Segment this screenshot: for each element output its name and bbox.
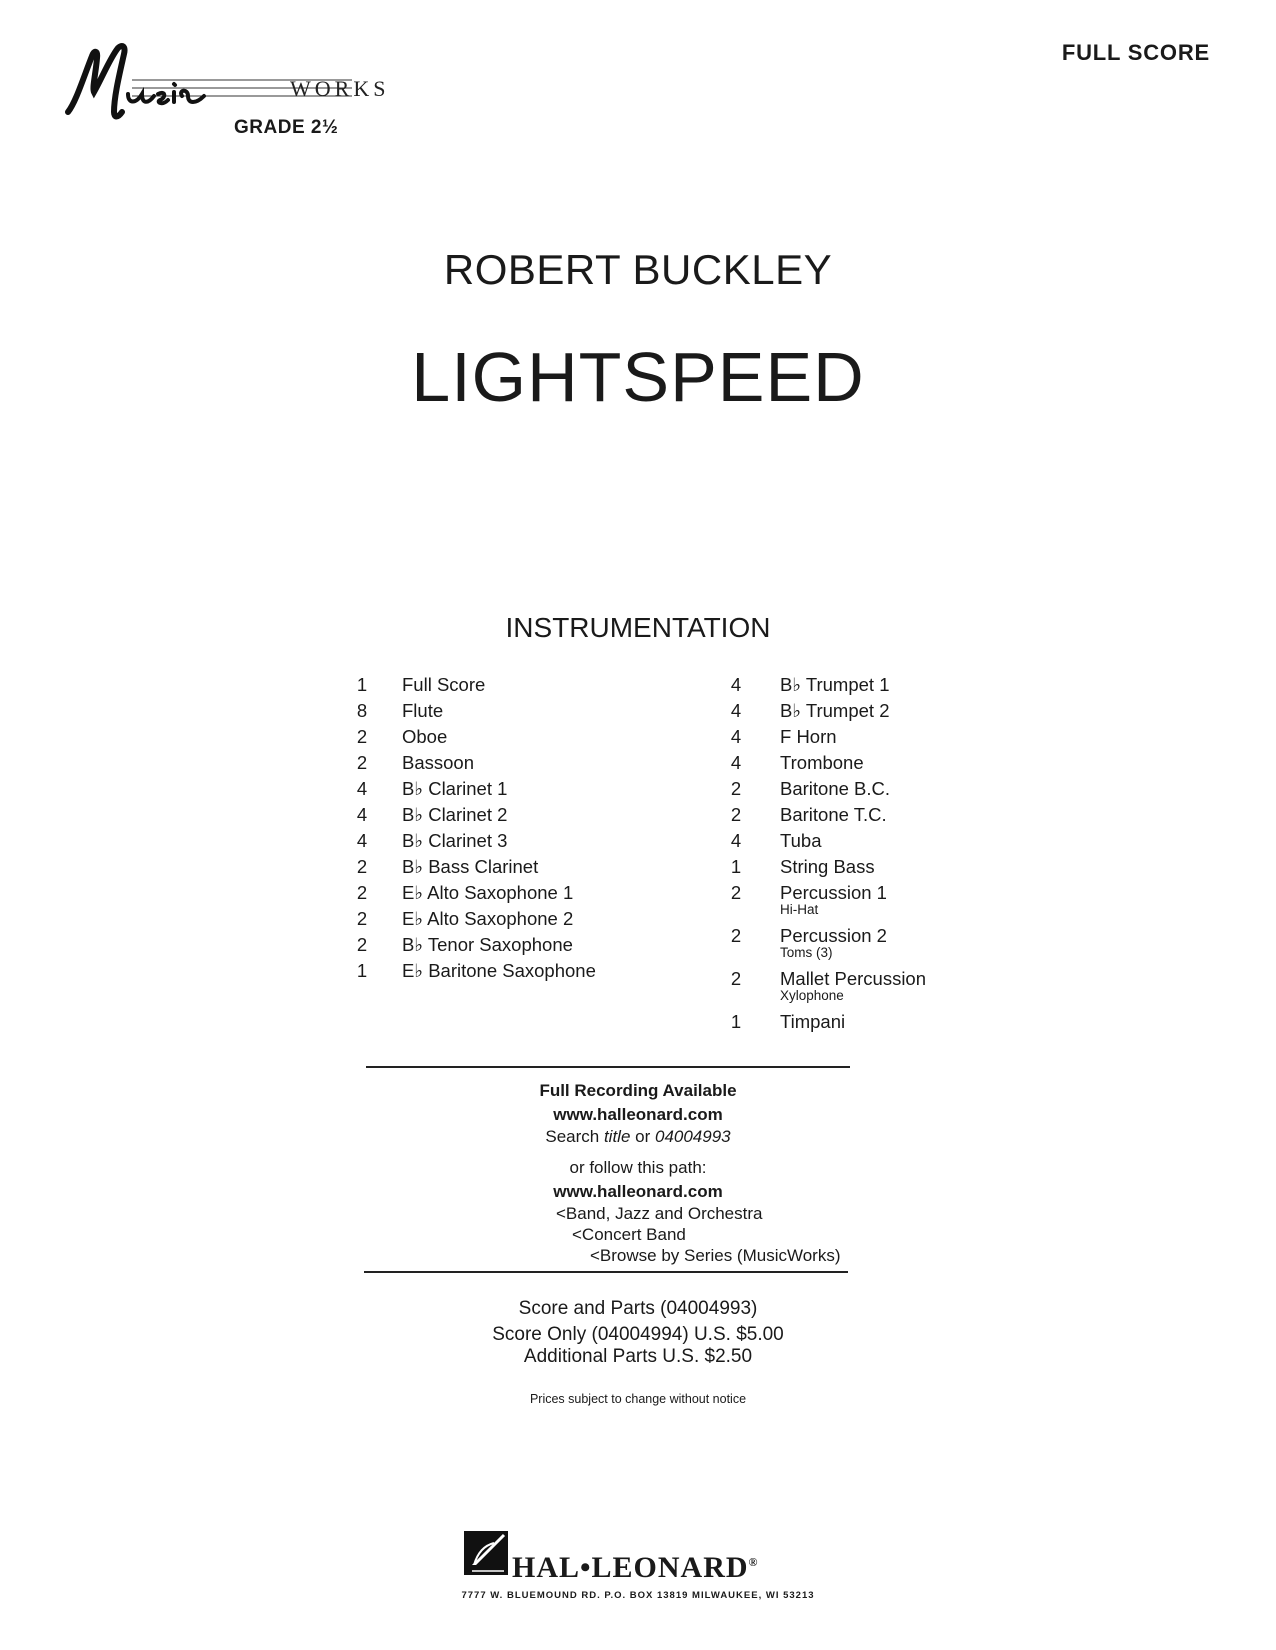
- instrument-name: Baritone T.C.: [780, 804, 887, 825]
- path-step-browse-series: <Browse by Series (MusicWorks): [590, 1246, 841, 1265]
- instrumentation-heading: INSTRUMENTATION: [505, 612, 771, 643]
- publisher-address: 7777 W. BLUEMOUND RD. P.O. BOX 13819 MILWAUKEE, WI 53213: [461, 1590, 815, 1601]
- instrument-row: [726, 1011, 1046, 1037]
- instrument-name: F Horn: [780, 726, 837, 747]
- instrument-name: Percussion 1: [780, 882, 887, 903]
- instrument-name: Trombone: [780, 752, 864, 773]
- instrument-quantity: 4: [730, 700, 742, 721]
- recording-follow-path: or follow this path:: [569, 1158, 707, 1177]
- instrument-name: Bassoon: [402, 752, 474, 773]
- instrument-name: E♭ Alto Saxophone 1: [402, 882, 574, 903]
- instrument-quantity: 2: [730, 882, 742, 903]
- instrument-row: [726, 778, 1046, 804]
- instrument-quantity: 2: [730, 968, 742, 989]
- instrument-quantity: 2: [356, 908, 368, 929]
- instrument-row: [726, 830, 1046, 856]
- recording-url[interactable]: www.halleonard.com: [553, 1105, 723, 1124]
- instrument-row: [726, 925, 1046, 968]
- instrumentation-list-left: [352, 674, 672, 986]
- instrument-quantity: 4: [356, 778, 368, 799]
- instrument-quantity: 8: [356, 700, 368, 721]
- instrument-quantity: 4: [730, 674, 742, 695]
- instrument-quantity: 2: [356, 752, 368, 773]
- instrument-name: B♭ Trumpet 1: [780, 674, 890, 695]
- instrument-name: E♭ Baritone Saxophone: [402, 960, 596, 981]
- path-step-band-jazz-orchestra: <Band, Jazz and Orchestra: [556, 1204, 763, 1223]
- logo-works-text: WORKS: [290, 76, 390, 101]
- recording-search-hint: Search title or 04004993: [545, 1127, 731, 1146]
- instrument-subname: Xylophone: [780, 988, 844, 1003]
- instrument-name: B♭ Tenor Saxophone: [402, 934, 573, 955]
- instrument-row: [726, 726, 1046, 752]
- instrument-row: [352, 778, 672, 804]
- instrument-row: [352, 700, 672, 726]
- instrument-row: [726, 752, 1046, 778]
- instrument-subname: Toms (3): [780, 945, 833, 960]
- instrument-row: [726, 804, 1046, 830]
- price-score-only: Score Only (04004994) U.S. $5.00: [492, 1324, 784, 1345]
- instrument-row: [726, 674, 1046, 700]
- instrument-quantity: 4: [730, 830, 742, 851]
- instrument-row: [352, 830, 672, 856]
- composer-name: ROBERT BUCKLEY: [443, 246, 833, 293]
- instrument-row: [726, 700, 1046, 726]
- path-step-concert-band: <Concert Band: [572, 1225, 686, 1244]
- instrument-quantity: 1: [356, 960, 368, 981]
- instrument-quantity: 2: [356, 934, 368, 955]
- instrument-name: Full Score: [402, 674, 486, 695]
- instrument-row: [352, 674, 672, 700]
- instrument-name: B♭ Trumpet 2: [780, 700, 890, 721]
- instrument-row: [726, 968, 1046, 1011]
- instrument-name: Oboe: [402, 726, 448, 747]
- instrument-name: Mallet Percussion: [780, 968, 927, 989]
- instrument-row: [352, 752, 672, 778]
- instrument-quantity: 4: [356, 804, 368, 825]
- instrument-quantity: 1: [730, 856, 742, 877]
- piece-title: LIGHTSPEED: [411, 338, 865, 416]
- grade-label: GRADE 2½: [234, 117, 339, 138]
- hal-leonard-logo-icon: [464, 1531, 508, 1580]
- price-additional-parts: Additional Parts U.S. $2.50: [523, 1346, 753, 1367]
- instrument-quantity: 2: [730, 778, 742, 799]
- recording-path-url[interactable]: www.halleonard.com: [553, 1182, 723, 1201]
- price-score-and-parts: Score and Parts (04004993): [518, 1298, 758, 1319]
- instrument-quantity: 4: [356, 830, 368, 851]
- instrument-quantity: 4: [730, 752, 742, 773]
- instrument-row: [352, 726, 672, 752]
- instrument-name: Baritone B.C.: [780, 778, 891, 799]
- instrument-row: [352, 882, 672, 908]
- instrument-row: [352, 934, 672, 960]
- instrument-quantity: 1: [356, 674, 368, 695]
- instrument-name: Flute: [402, 700, 444, 721]
- divider-bottom: [364, 1271, 848, 1273]
- instrument-quantity: 2: [356, 726, 368, 747]
- instrument-name: B♭ Clarinet 3: [402, 830, 508, 851]
- instrument-row: [352, 856, 672, 882]
- price-notice: Prices subject to change without notice: [529, 1392, 747, 1406]
- instrument-row: [352, 804, 672, 830]
- instrument-name: B♭ Bass Clarinet: [402, 856, 539, 877]
- instrument-name: E♭ Alto Saxophone 2: [402, 908, 574, 929]
- instrument-quantity: 2: [356, 856, 368, 877]
- instrument-name: B♭ Clarinet 1: [402, 778, 508, 799]
- instrument-quantity: 1: [730, 1011, 742, 1032]
- instrument-row: [726, 882, 1046, 925]
- instrument-row: [726, 856, 1046, 882]
- instrument-name: Tuba: [780, 830, 822, 851]
- instrument-row: [352, 908, 672, 934]
- instrument-quantity: 2: [356, 882, 368, 903]
- instrument-name: B♭ Clarinet 2: [402, 804, 508, 825]
- publisher-name: HAL•LEONARD®: [512, 1551, 759, 1584]
- instrument-quantity: 2: [730, 804, 742, 825]
- instrument-subname: Hi-Hat: [780, 902, 819, 917]
- instrument-name: Timpani: [780, 1011, 846, 1032]
- instrumentation-list-right: [726, 674, 1046, 1037]
- divider-top: [366, 1066, 850, 1068]
- instrument-row: [352, 960, 672, 986]
- instrument-quantity: 2: [730, 925, 742, 946]
- instrument-quantity: 4: [730, 726, 742, 747]
- instrument-name: String Bass: [780, 856, 875, 877]
- recording-heading: Full Recording Available: [539, 1081, 737, 1100]
- full-score-label: FULL SCORE: [1061, 40, 1210, 65]
- instrument-name: Percussion 2: [780, 925, 887, 946]
